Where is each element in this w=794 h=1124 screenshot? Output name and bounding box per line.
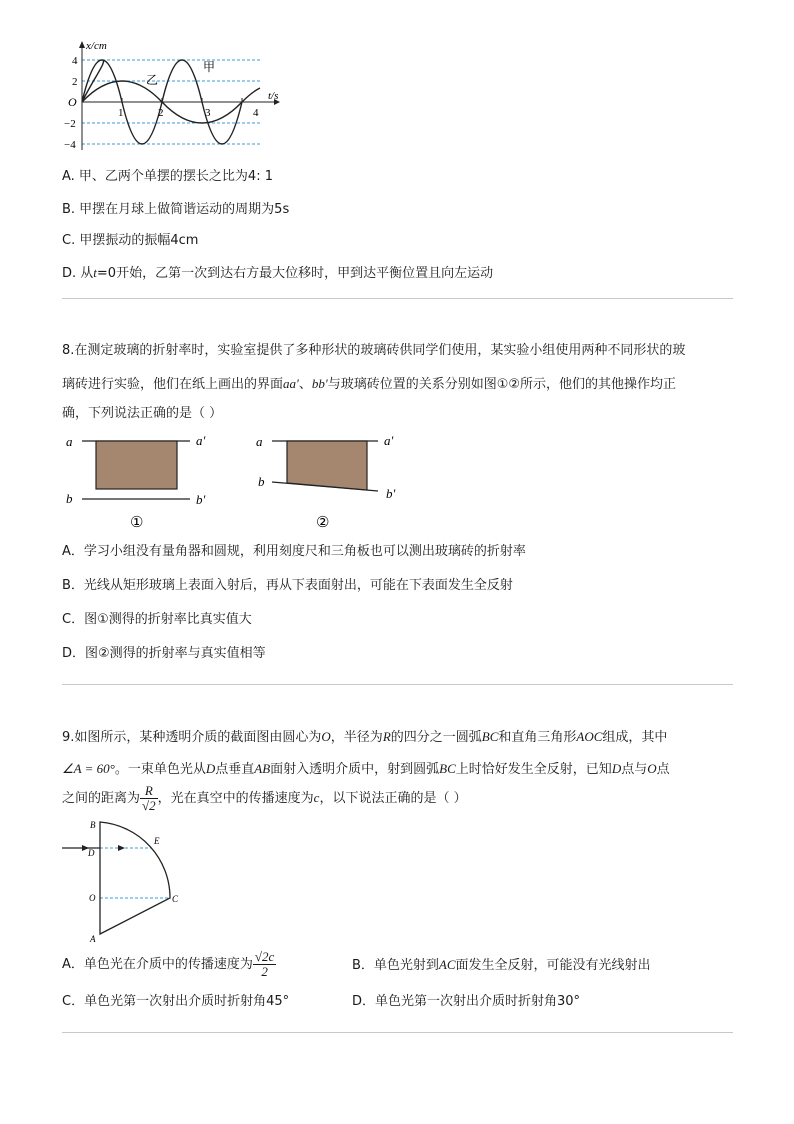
q8-fig2-b-prime: b′ <box>386 486 396 501</box>
q8-fig1-a-prime: a′ <box>196 433 206 448</box>
q9-label-E: E <box>154 836 160 846</box>
q9-option-a: A．单色光在介质中的传播速度为 $\frac{√2c}{2}$ <box>62 949 275 979</box>
q8-option-d: D．图②测得的折射率与真实值相等 <box>62 646 266 661</box>
q8-stem-line-3: 确，下列说法正确的是（ ） <box>62 406 223 421</box>
q7-option-a: A. 甲、乙两个单摆的摆长之比为4: 1 <box>62 169 273 184</box>
q8-glass-block-2 <box>287 441 367 490</box>
q8-stem-line-1: 8.在测定玻璃的折射率时，实验室提供了多种形状的玻璃砖供同学们使用，某实验小组使用两种不同形状的玻 <box>62 343 686 358</box>
divider <box>62 1032 733 1033</box>
q9-label-C: C <box>172 894 179 904</box>
q8-fig1-b-prime: b′ <box>196 492 206 507</box>
q9-stem-line-2: ∠A = 60°。一束单色光从D点垂直AB面射入透明介质中，射到圆弧BC上时恰好发生全反射，已知D点与O点 <box>62 761 670 777</box>
q9-stem-line-3: 之间的距离为 $\frac{R}{√2}$ ，光在真空中的传播速度为c，以下说法正确的是（ ） <box>62 783 467 813</box>
q8-fig1-a: a <box>66 434 73 449</box>
q8-caption-2: ② <box>316 515 330 531</box>
q9-option-d: D．单色光第一次射出介质时折射角30° <box>352 994 581 1009</box>
q8-fig2-b: b <box>258 474 265 489</box>
q9-label-B: B <box>90 820 96 830</box>
q8-caption-1: ① <box>130 515 144 531</box>
q9-label-O: O <box>89 893 96 903</box>
q9-label-D: D <box>88 848 95 858</box>
q7-option-c: C. 甲摆振动的振幅4cm <box>62 233 199 248</box>
q7-ytick-4: 4 <box>72 55 78 67</box>
q8-option-c: C．图①测得的折射率比真实值大 <box>62 612 252 627</box>
q9-figure <box>60 816 190 946</box>
q9-medium-outline <box>100 822 170 934</box>
q7-wave-graph <box>60 36 290 156</box>
q7-ytick-neg2: −2 <box>64 118 76 130</box>
q8-option-b: B．光线从矩形玻璃上表面入射后，再从下表面射出，可能在下表面发生全反射 <box>62 578 513 593</box>
q7-y-label: x/cm <box>86 40 107 52</box>
q8-figure <box>60 428 420 536</box>
q9-distance-fraction: $\frac{R}{√2}$ <box>142 783 156 813</box>
q9-option-b: B．单色光射到AC面发生全反射，可能没有光线射出 <box>352 957 651 973</box>
q7-label-yi: 乙 <box>146 73 159 87</box>
q7-xtick-3: 3 <box>205 107 211 119</box>
q7-xtick-2: 2 <box>158 107 164 119</box>
q8-glass-block-1 <box>96 441 177 489</box>
q8-fig2-a-prime: a′ <box>384 433 394 448</box>
q7-t-label: t/s <box>268 90 279 102</box>
q7-ytick-2: 2 <box>72 76 78 88</box>
q7-xtick-4: 4 <box>253 107 259 119</box>
q8-option-a: A．学习小组没有量角器和圆规，利用刻度尺和三角板也可以测出玻璃砖的折射率 <box>62 544 526 559</box>
q9-speed-fraction: $\frac{√2c}{2}$ <box>254 949 275 979</box>
divider <box>62 298 733 299</box>
q9-option-c: C．单色光第一次射出介质时折射角45° <box>62 994 290 1009</box>
q7-origin: O <box>68 95 77 109</box>
q7-label-jia: 甲 <box>203 60 216 74</box>
q7-option-d: D. 从t=0开始，乙第一次到达右方最大位移时，甲到达平衡位置且向左运动 <box>62 265 494 281</box>
q7-option-b: B. 甲摆在月球上做简谐运动的周期为5s <box>62 202 290 217</box>
q8-fig1-b: b <box>66 491 73 506</box>
q9-label-A: A <box>90 934 96 944</box>
divider <box>62 684 733 685</box>
q9-stem-line-1: 9.如图所示，某种透明介质的截面图由圆心为O，半径为R的四分之一圆弧BC和直角三角形AOC组成，其中 <box>62 729 668 745</box>
q8-stem-line-2: 璃砖进行实验，他们在纸上画出的界面aa′、bb′与玻璃砖位置的关系分别如图①②所示，他们的其他操作均正 <box>62 376 677 392</box>
q7-xtick-1: 1 <box>118 107 124 119</box>
q7-ytick-neg4: −4 <box>64 139 76 151</box>
q8-fig2-a: a <box>256 434 263 449</box>
